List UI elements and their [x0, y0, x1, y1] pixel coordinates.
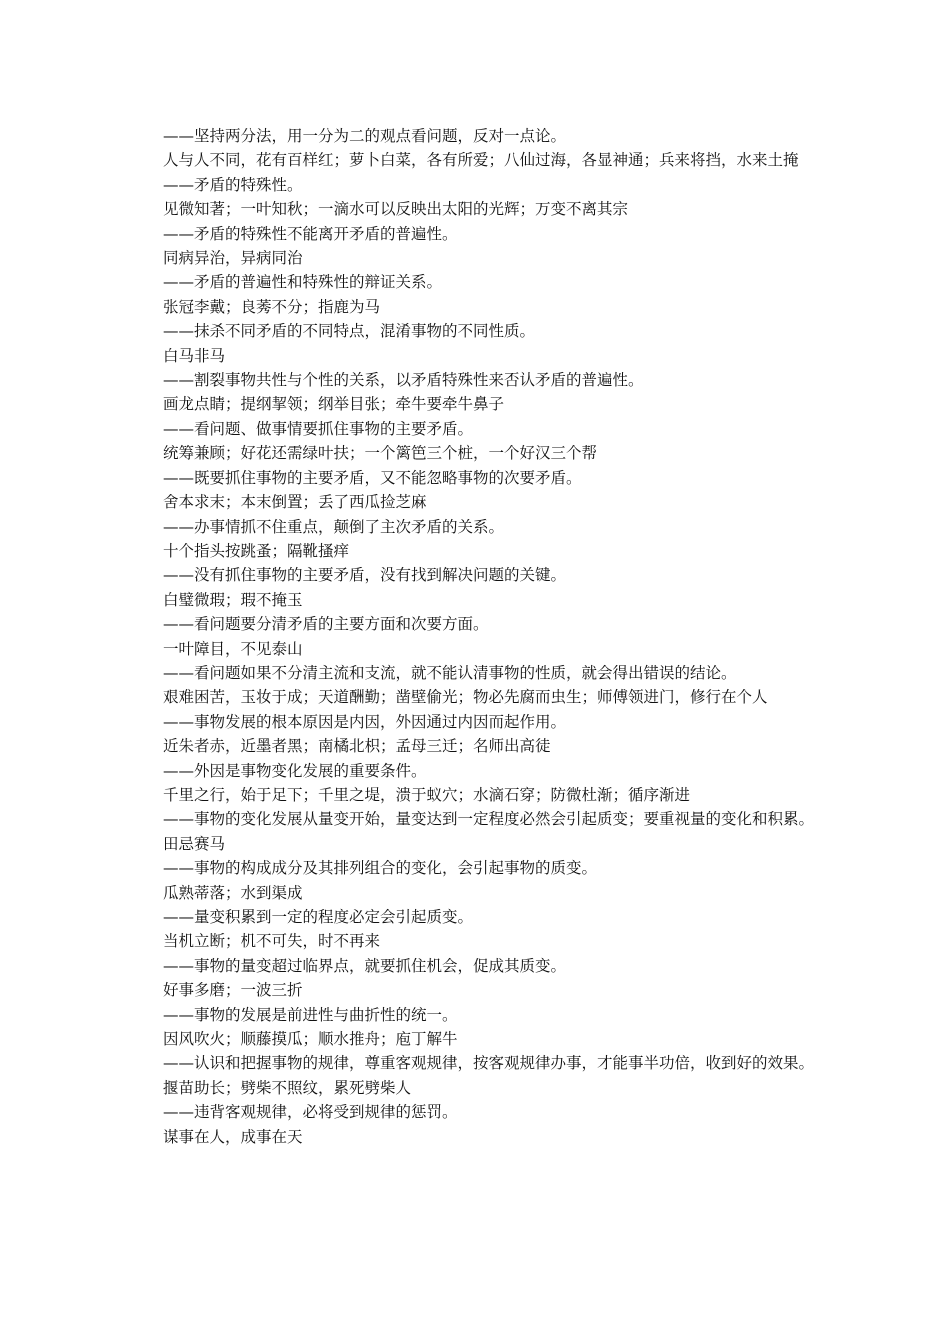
text-line: 好事多磨；一波三折: [163, 981, 303, 1000]
text-line: 近朱者赤，近墨者黑；南橘北枳；孟母三迁；名师出高徒: [163, 737, 551, 756]
text-line: 人与人不同，花有百样红；萝卜白菜，各有所爱；八仙过海，各显神通；兵来将挡，水来土掩: [163, 151, 799, 170]
text-line: 张冠李戴；良莠不分；指鹿为马: [163, 297, 381, 316]
text-line: 田忌赛马: [163, 834, 226, 853]
text-line: ——量变积累到一定的程度必定会引起质变。: [163, 908, 474, 926]
text-line: ——矛盾的特殊性不能离开矛盾的普遍性。: [163, 224, 458, 243]
text-line: ——认识和把握事物的规律，尊重客观规律，按客观规律办事，才能事半功倍，收到好的效果。: [163, 1054, 815, 1073]
text-line: ——抹杀不同矛盾的不同特点，混淆事物的不同性质。: [163, 322, 536, 341]
text-line: 十个指头按跳蚤；隔靴搔痒: [163, 541, 350, 560]
text-line: ——看问题、做事情要抓住事物的主要矛盾。: [163, 419, 474, 438]
text-line: ——矛盾的普遍性和特殊性的辩证关系。: [163, 273, 443, 292]
text-line: ——事物的构成成分及其排列组合的变化，会引起事物的质变。: [163, 859, 598, 878]
text-line: ——看问题要分清矛盾的主要方面和次要方面。: [163, 615, 489, 634]
text-line: ——事物的发展是前进性与曲折性的统一。: [163, 1005, 458, 1024]
text-line: 白马非马: [163, 346, 226, 365]
text-line: ——事物发展的根本原因是内因，外因通过内因而起作用。: [163, 712, 567, 731]
text-line: 统筹兼顾；好花还需绿叶扶；一个篱笆三个桩，一个好汉三个帮: [163, 444, 598, 463]
document-text: [116, 124, 814, 1149]
text-line: ——事物的量变超过临界点，就要抓住机会，促成其质变。: [163, 956, 567, 975]
text-line: 同病异治，异病同治: [163, 249, 303, 268]
text-line: ——既要抓住事物的主要矛盾，又不能忽略事物的次要矛盾。: [163, 468, 582, 487]
text-line: 当机立断；机不可失，时不再来: [163, 932, 381, 951]
text-line: ——矛盾的特殊性。: [163, 175, 303, 194]
text-line: ——没有抓住事物的主要矛盾，没有找到解决问题的关键。: [163, 566, 567, 585]
text-line: 因风吹火；顺藤摸瓜；顺水推舟；庖丁解牛: [163, 1030, 458, 1049]
text-line: ——坚持两分法，用一分为二的观点看问题，反对一点论。: [163, 127, 567, 145]
text-line: ——看问题如果不分清主流和支流，就不能认清事物的性质，就会得出错误的结论。: [163, 663, 737, 682]
text-line: 白璧微瑕；瑕不掩玉: [163, 590, 303, 609]
text-line: 见微知著；一叶知秋；一滴水可以反映出太阳的光辉；万变不离其宗: [163, 200, 629, 219]
text-line: ——办事情抓不住重点，颠倒了主次矛盾的关系。: [163, 517, 505, 536]
text-line: ——外因是事物变化发展的重要条件。: [163, 761, 427, 780]
text-line: 舍本求末；本末倒置；丢了西瓜捡芝麻: [163, 493, 427, 512]
text-line: ——事物的变化发展从量变开始，量变达到一定程度必然会引起质变；要重视量的变化和积累。: [163, 810, 815, 829]
text-line: 画龙点睛；提纲挈领；纲举目张；牵牛要牵牛鼻子: [163, 395, 505, 414]
text-line: ——违背客观规律，必将受到规律的惩罚。: [163, 1103, 458, 1122]
text-line: 一叶障目，不见泰山: [163, 639, 303, 658]
text-line: 艰难困苦，玉妆于成；天道酬勤；凿壁偷光；物必先腐而虫生；师傅领进门，修行在个人: [163, 688, 768, 707]
text-line: 千里之行，始于足下；千里之堤，溃于蚁穴；水滴石穿；防微杜渐；循序渐进: [163, 785, 691, 804]
text-line: ——割裂事物共性与个性的关系，以矛盾特殊性来否认矛盾的普遍性。: [163, 371, 644, 390]
text-line: 谋事在人，成事在天: [163, 1127, 303, 1146]
text-line: 揠苗助长；劈柴不照纹，累死劈柴人: [163, 1078, 412, 1097]
text-line: 瓜熟蒂落；水到渠成: [163, 883, 303, 902]
